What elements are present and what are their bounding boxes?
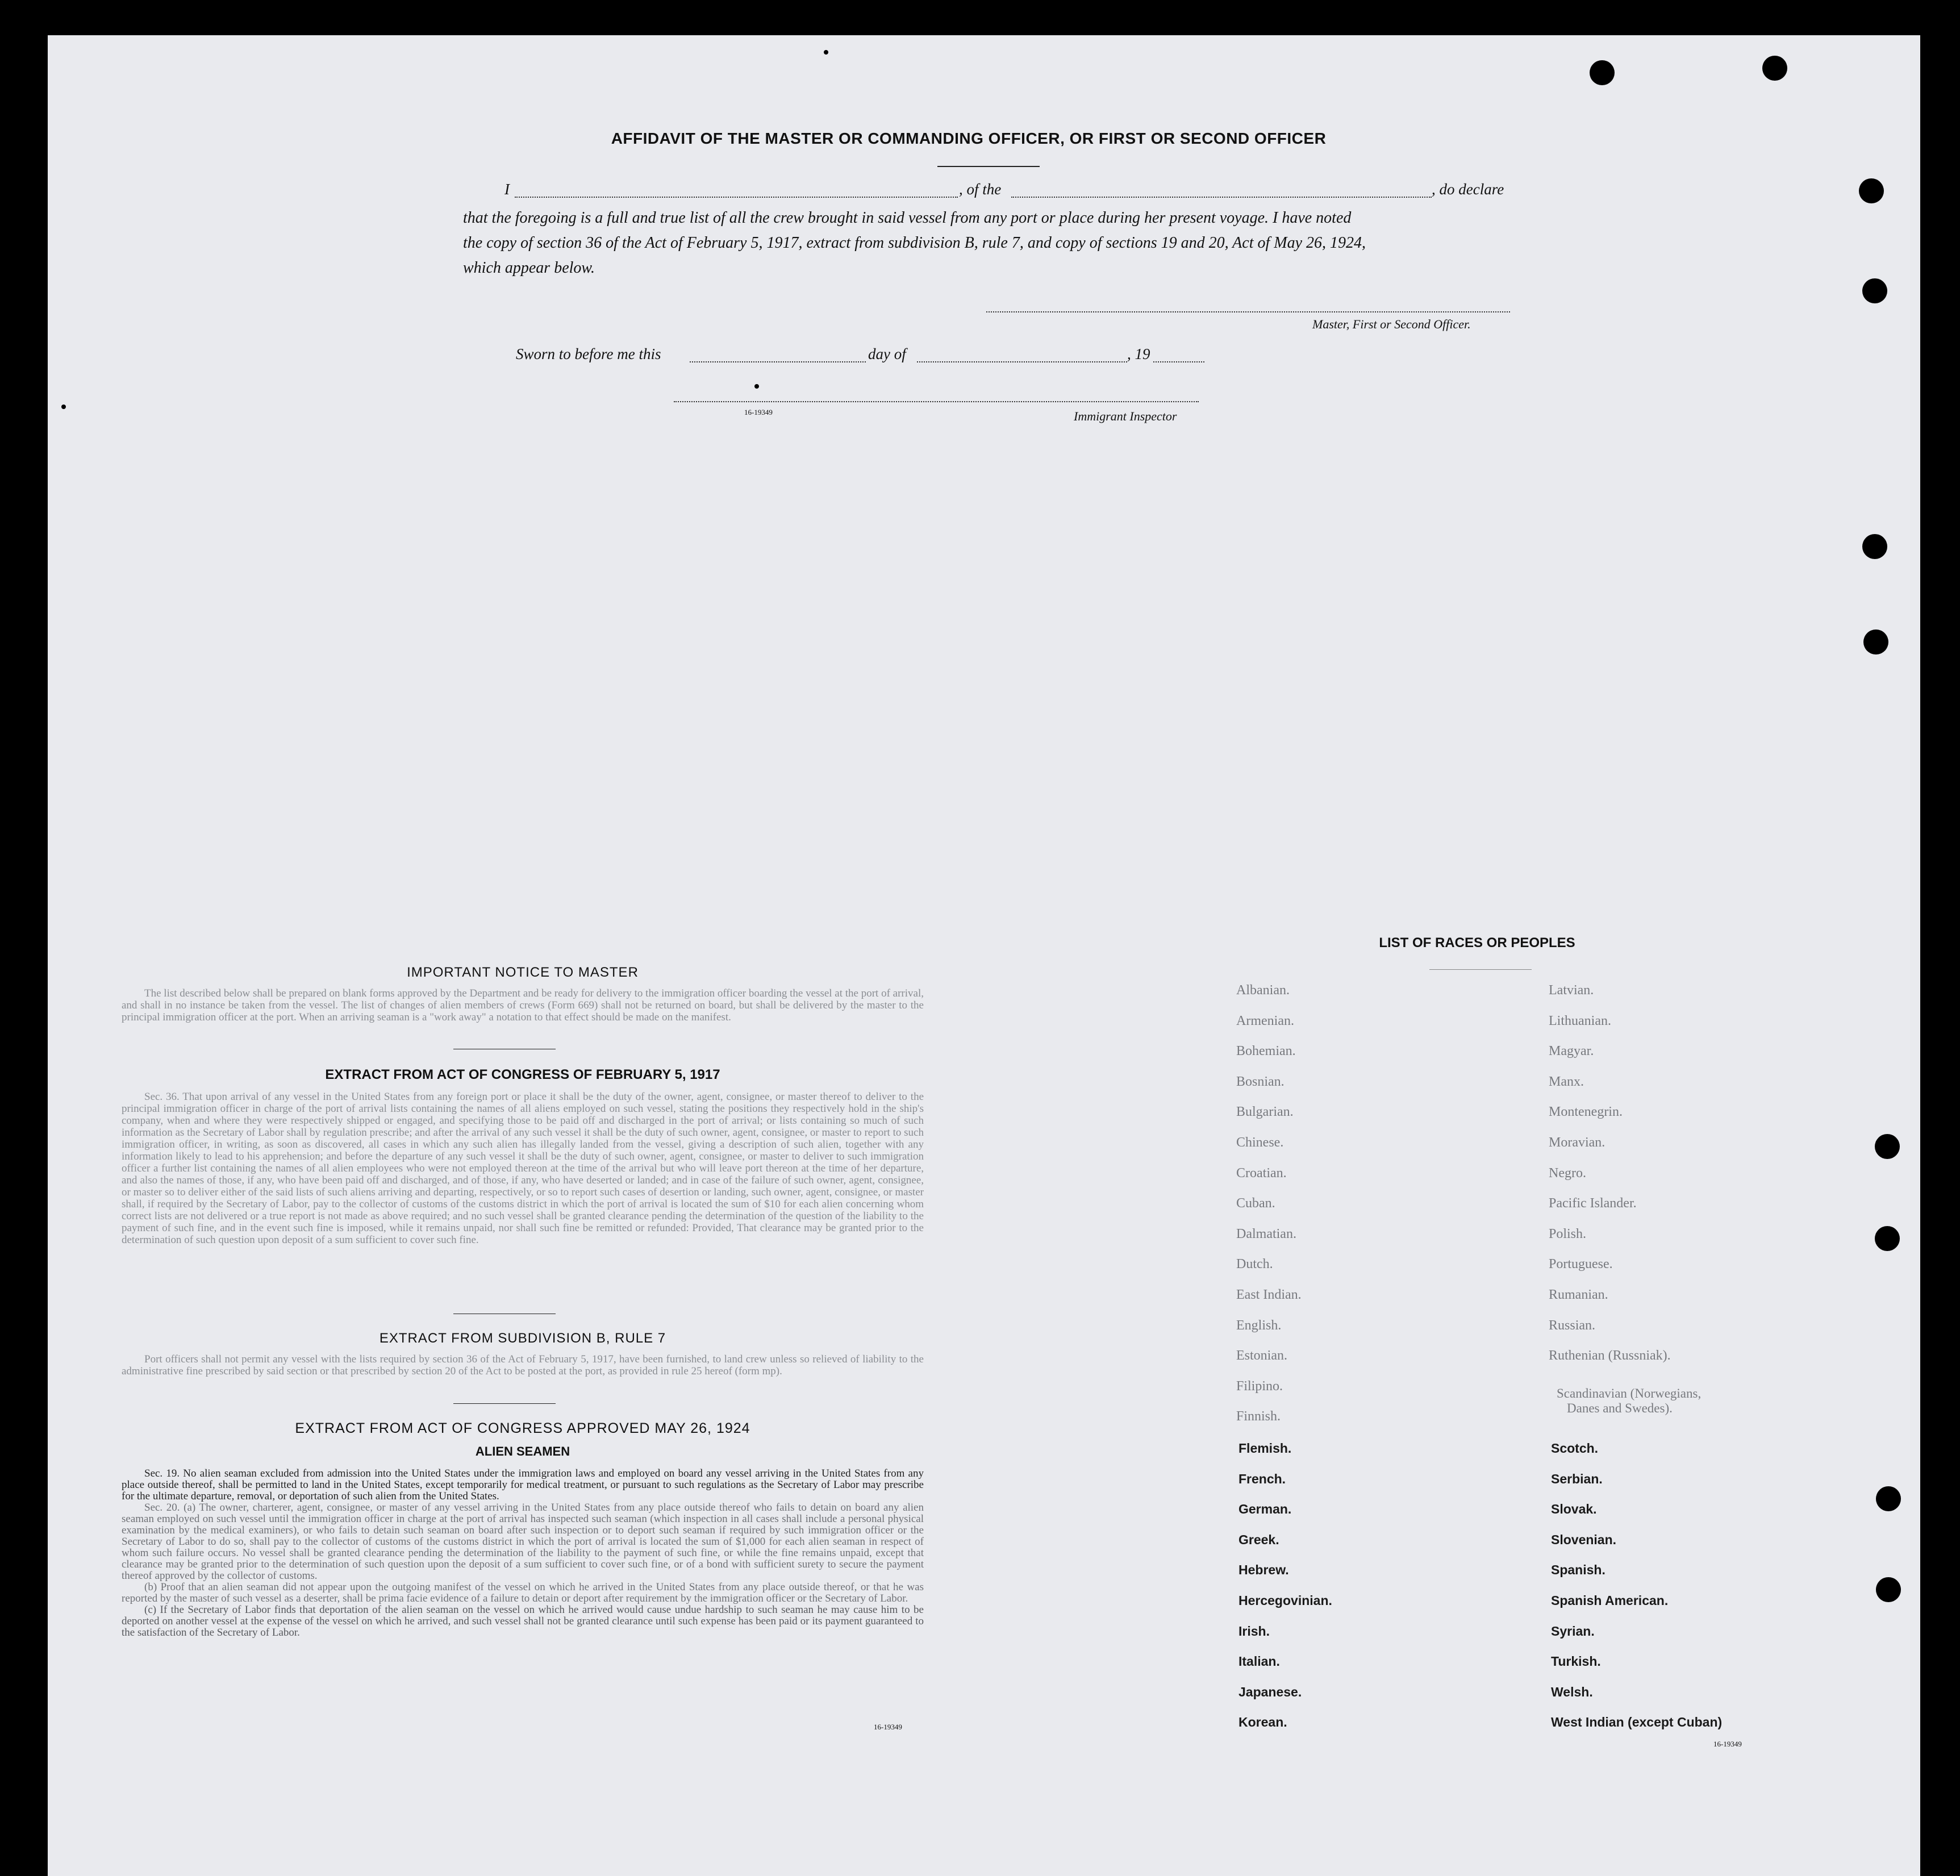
affidavit-form-number: 16-19349	[744, 408, 773, 416]
sworn-label: Sworn to before me this	[516, 345, 661, 362]
vessel-blank	[1011, 197, 1432, 198]
races-left-bold-list	[1238, 1441, 1332, 1745]
punch-hole	[1875, 1226, 1900, 1251]
race-item: Flemish.	[1238, 1441, 1292, 1456]
section-rule	[453, 1403, 556, 1404]
race-item: English.	[1236, 1318, 1282, 1333]
race-item: Filipino.	[1236, 1378, 1283, 1394]
race-item: German.	[1238, 1502, 1292, 1517]
affidavit-para1: that the foregoing is a full and true list of all the crew brought in said vessel from any port or place during her present voyage. I have noted	[463, 209, 1352, 227]
race-item: Dalmatian.	[1236, 1226, 1296, 1241]
extract-1917-title: EXTRACT FROM ACT OF CONGRESS OF FEBRUARY 5, 1917	[325, 1067, 720, 1082]
inspector-label: Immigrant Inspector	[1074, 409, 1177, 423]
extract-1924-title: EXTRACT FROM ACT OF CONGRESS APPROVED MAY 26, 1924	[295, 1420, 750, 1436]
sworn-day-blank	[690, 361, 866, 362]
race-item: Finnish.	[1236, 1409, 1281, 1424]
scandinavian-line2: Danes and Swedes).	[1567, 1401, 1673, 1415]
races-right-bold-list	[1551, 1441, 1722, 1745]
race-item: Russian.	[1549, 1318, 1596, 1333]
race-item: Bohemian.	[1236, 1044, 1296, 1059]
rule7-title: EXTRACT FROM SUBDIVISION B, RULE 7	[379, 1331, 666, 1346]
notice-title: IMPORTANT NOTICE TO MASTER	[407, 965, 639, 980]
race-item: Pacific Islander.	[1549, 1196, 1637, 1211]
sec19-paragraph: Sec. 19. No alien seaman excluded from admission into the United States under the immigration laws and employed on board any vessel arriving in the United States from any place outside thereof, shall be permitted to land in the United States, except temporarily for medical treatment, or pursuant to such regulations as the Secretary of Labor may prescribe for the ultimate departure, removal, or deportation of such alien from the United States.	[122, 1468, 924, 1502]
punch-hole	[1862, 278, 1887, 303]
affidavit-declare: , do declare	[1432, 181, 1504, 198]
notice-text	[122, 987, 924, 1036]
scandinavian-line1: Scandinavian (Norwegians,	[1557, 1386, 1702, 1400]
affidavit-of-the: , of the	[959, 181, 1002, 198]
signature-label: Master, First or Second Officer.	[1312, 317, 1471, 331]
race-item: Bulgarian.	[1236, 1104, 1294, 1120]
race-item: Hebrew.	[1238, 1562, 1289, 1578]
speck	[61, 405, 66, 409]
race-item: Japanese.	[1238, 1684, 1302, 1699]
speck	[754, 384, 759, 389]
inspector-line	[674, 401, 1199, 402]
races-right-list	[1549, 983, 1671, 1379]
rule7-text	[122, 1353, 924, 1390]
race-item: Manx.	[1549, 1074, 1584, 1089]
race-item: Chinese.	[1236, 1135, 1284, 1150]
race-item: Lithuanian.	[1549, 1013, 1611, 1028]
race-item: Rumanian.	[1549, 1287, 1608, 1302]
title-rule	[937, 166, 1040, 167]
race-item: Magyar.	[1549, 1044, 1594, 1059]
affidavit-i: I	[504, 181, 510, 198]
race-item: Dutch.	[1236, 1257, 1273, 1272]
affidavit-title: AFFIDAVIT OF THE MASTER OR COMMANDING OFFICER, OR FIRST OR SECOND OFFICER	[611, 130, 1327, 147]
race-item: Ruthenian (Russniak).	[1549, 1348, 1671, 1364]
sworn-month-blank	[917, 361, 1127, 362]
year-blank	[1153, 361, 1204, 362]
sec20c-paragraph: (c) If the Secretary of Labor finds that deportation of the alien seaman on the vessel on which he arrived would cause undue hardship to such seaman he may cause him to be deported on another vessel at the expense of the vessel on which he arrived, and such vessel shall not be granted clearance until such expense has been paid or its payment guaranteed to the satisfaction of the Secretary of Labor.	[122, 1604, 924, 1639]
race-item: French.	[1238, 1471, 1286, 1486]
speck	[824, 50, 828, 55]
race-item: Scotch.	[1551, 1441, 1599, 1456]
sec20b-paragraph: (b) Proof that an alien seaman did not appear upon the outgoing manifest of the vessel on which he arrived in the United States from any place outside thereof, or that he was reported by the master of such vessel as a deserter, shall be prima facie evidence of a failure to detain or deport after requirement by the immigration officer or the Secretary of Labor.	[122, 1581, 924, 1604]
races-left-list	[1236, 983, 1302, 1440]
race-item: Estonian.	[1236, 1348, 1287, 1364]
race-item: Syrian.	[1551, 1623, 1595, 1639]
punch-hole	[1590, 60, 1615, 85]
affidavit-para3: which appear below.	[463, 259, 595, 277]
year-label: , 19	[1127, 345, 1150, 362]
extract-1924-text	[122, 1468, 924, 1718]
race-item: Turkish.	[1551, 1654, 1601, 1669]
scandinavian-item	[1557, 1386, 1701, 1416]
rule7-paragraph: Port officers shall not permit any vessel with the lists required by section 36 of the Act of February 5, 1917, have been furnished, to land crew unless so relieved of liability to the administrative fine prescribed by said section or that prescribed by section 20 of the Act to be posted at the port, as provided in rule 25 hereof (form mp).	[122, 1353, 924, 1377]
race-item: Montenegrin.	[1549, 1104, 1623, 1120]
punch-hole	[1762, 56, 1787, 81]
race-item: Welsh.	[1551, 1684, 1593, 1699]
race-item: Slovak.	[1551, 1502, 1597, 1517]
race-item: Serbian.	[1551, 1471, 1603, 1486]
race-item: Hercegovinian.	[1238, 1592, 1332, 1608]
race-item: Latvian.	[1549, 983, 1594, 998]
race-item: Negro.	[1549, 1165, 1586, 1181]
punch-hole	[1875, 1134, 1900, 1159]
race-item: Moravian.	[1549, 1135, 1605, 1150]
race-item: West Indian (except Cuban)	[1551, 1715, 1723, 1730]
races-form-number: 16-19349	[1713, 1740, 1742, 1748]
extract-1924-subtitle: ALIEN SEAMEN	[475, 1444, 570, 1458]
race-item: Croatian.	[1236, 1165, 1287, 1181]
race-item: Albanian.	[1236, 983, 1290, 998]
extract-1917-text	[122, 1091, 924, 1301]
day-of-label: day of	[868, 345, 906, 362]
race-item: Cuban.	[1236, 1196, 1275, 1211]
race-item: East Indian.	[1236, 1287, 1302, 1302]
sec20a-paragraph: Sec. 20. (a) The owner, charterer, agent, consignee, or master of any vessel arriving in the United States from any place outside thereof who fails to detain on board any alien seaman employed on such vessel until the immigration officer in charge at the port of arrival has inspected such seaman (which inspection in all cases shall include a personal physical examination by the medical examiners), or who fails to detain such seaman on board after such inspection or to deport such seaman if required by such immigration officer or the Secretary of Labor to do so, shall pay to the collector of customs of the customs district in which the port of arrival is located the sum of $1,000 for each alien seaman in respect of whom such failure occurs. No vessel shall be granted clearance pending the determination of the liability to the payment of such fine, or while the fine remains unpaid, except that clearance may be granted prior to the determination of such question upon the deposit of a sum sufficient to cover such fine, or of a bond with sufficient surety to secure the payment thereof approved by the collector of customs.	[122, 1502, 924, 1582]
name-blank	[515, 197, 958, 198]
race-item: Armenian.	[1236, 1013, 1294, 1028]
punch-hole	[1859, 178, 1884, 203]
affidavit-body	[463, 206, 1508, 281]
punch-hole	[1862, 534, 1887, 559]
punch-hole	[1876, 1577, 1901, 1602]
races-title: LIST OF RACES OR PEOPLES	[1379, 935, 1575, 950]
race-item: Polish.	[1549, 1226, 1587, 1241]
extract-form-number: 16-19349	[874, 1723, 902, 1731]
race-item: Portuguese.	[1549, 1257, 1613, 1272]
race-item: Bosnian.	[1236, 1074, 1285, 1089]
race-item: Slovenian.	[1551, 1532, 1617, 1547]
affidavit-para2: the copy of section 36 of the Act of February 5, 1917, extract from subdivision B, rule 7, and copy of sections 19 and 20, Act of May 26, 1924,	[463, 234, 1366, 252]
race-item: Spanish American.	[1551, 1592, 1669, 1608]
notice-paragraph: The list described below shall be prepared on blank forms approved by the Department and be ready for delivery to the immigration officer boarding the vessel at the port of arrival, and shall in no instance be taken from the vessel. The list of changes of alien members of crews (Form 669) shall not be returned on board, but shall be delivered by the master to the principal immigration officer at the port. When an arriving seaman is a "work away" a notation to that effect should be made on the manifest.	[122, 987, 924, 1023]
punch-hole	[1876, 1486, 1901, 1511]
race-item: Korean.	[1238, 1715, 1287, 1730]
race-item: Italian.	[1238, 1654, 1280, 1669]
extract-1917-paragraph: Sec. 36. That upon arrival of any vessel in the United States from any foreign port or place it shall be the duty of the owner, agent, consignee, or master thereof to deliver to the principal immigration officer in charge of the port of arrival lists containing the names of all aliens employed on such vessel, stating the positions they respectively hold in the ship's company, when and where they were respectively shipped or engaged, and specifying those to be paid off and discharged in the port of arrival; or lists containing so much of such information as the Secretary of Labor shall by regulation prescribe; and after the arrival of any such vessel it shall be the duty of such owner, agent, consignee, or master to report to such immigration officer, in writing, as soon as discovered, all cases in which any such alien has illegally landed from the vessel, giving a description of such alien, together with any information likely to lead to his apprehension; and before the departure of any such vessel it shall be the duty of such owner, agent, consignee, or master to deliver to such immigration officer a further list containing the names of all alien employees who were not employed thereon at the time of the arrival but who will leave port thereon at the time of her departure, and also the names of those, if any, who have been paid off and discharged, and of those, if any, who have deserted or landed; and in case of the failure of such owner, agent, consignee, or master so to deliver either of the said lists of such aliens arriving and departing, respectively, or so to report such cases of desertion or landing, such owner, agent, consignee, or master shall, if required by the Secretary of Labor, pay to the collector of customs of the customs district in which the port of arrival is located the sum of $10 for each alien concerning whom correct lists are not delivered or a true report is not made as above required; and no such vessel shall be granted clearance pending the determination of the question of the liability to the payment of such fine, and in the event such fine is imposed, while it remains unpaid, nor shall such fine be remitted or refunded: Provided, That clearance may be granted prior to the determination of such question upon deposit of a sum sufficient to cover such fine.	[122, 1091, 924, 1246]
signature-line	[986, 311, 1510, 312]
race-item: Greek.	[1238, 1532, 1279, 1547]
race-item: Spanish.	[1551, 1562, 1605, 1578]
races-rule	[1429, 969, 1532, 970]
punch-hole	[1863, 629, 1888, 654]
race-item: Irish.	[1238, 1623, 1270, 1639]
